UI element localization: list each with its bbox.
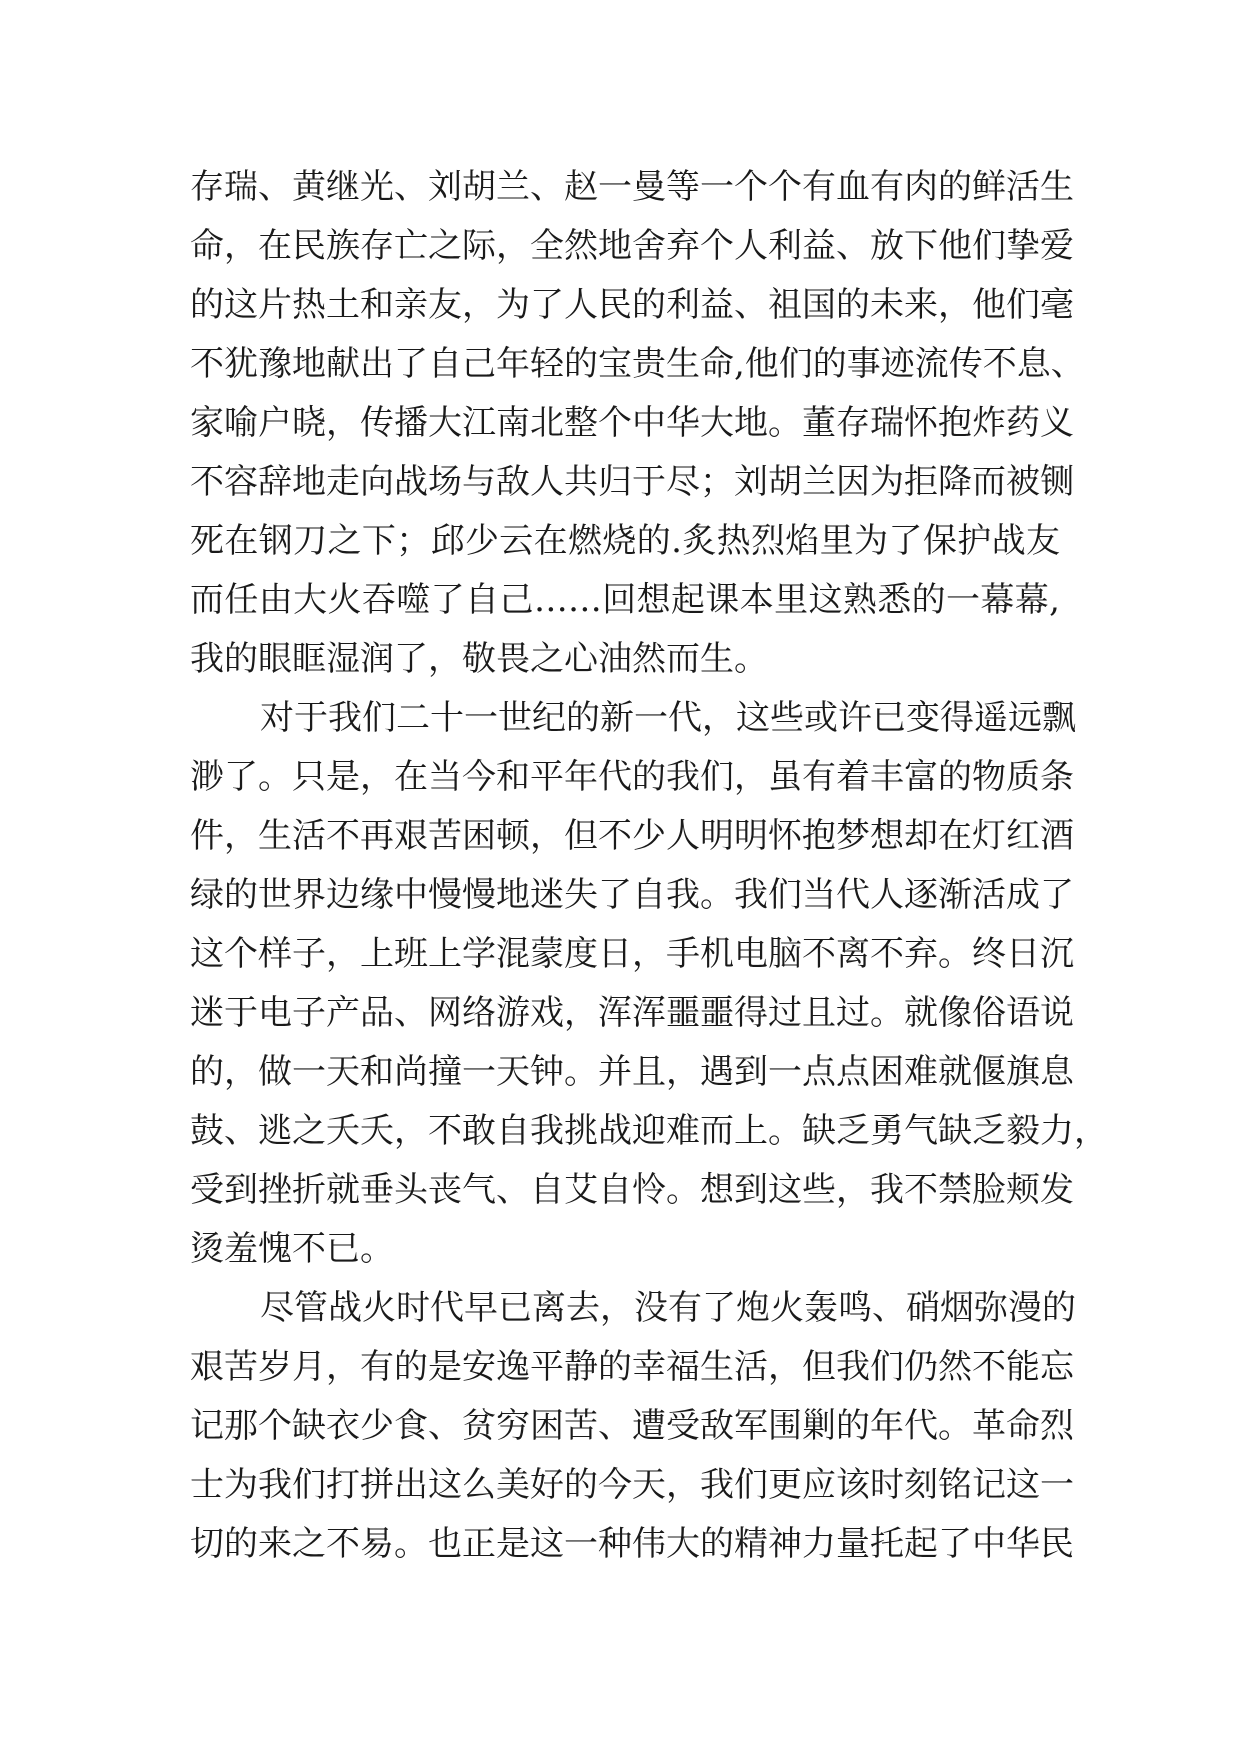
text-line: 而任由大火吞噬了自己……回想起课本里这熟悉的一幕幕, bbox=[190, 580, 1060, 620]
text-line: 士为我们打拼出这么美好的今天，我们更应该时刻铭记这一 bbox=[190, 1465, 1074, 1505]
text-line: 艰苦岁月，有的是安逸平静的幸福生活，但我们仍然不能忘 bbox=[190, 1347, 1074, 1387]
text-line: 的，做一天和尚撞一天钟。并且，遇到一点点困难就偃旗息 bbox=[190, 1052, 1074, 1092]
paragraph-start-line: 对于我们二十一世纪的新一代，这些或许已变得遥远飘 bbox=[260, 698, 1076, 738]
text-line: 受到挫折就垂头丧气、自艾自怜。想到这些，我不禁脸颊发 bbox=[190, 1170, 1074, 1210]
text-line: 家喻户晓，传播大江南北整个中华大地。董存瑞怀抱炸药义 bbox=[190, 403, 1074, 443]
text-line: 渺了。只是，在当今和平年代的我们，虽有着丰富的物质条 bbox=[190, 757, 1074, 797]
text-line: 不容辞地走向战场与敌人共归于尽；刘胡兰因为拒降而被铡 bbox=[190, 462, 1074, 502]
paragraph-end-line: 我的眼眶湿润了，敬畏之心油然而生。 bbox=[190, 639, 768, 679]
text-line: 切的来之不易。也正是这一种伟大的精神力量托起了中华民 bbox=[190, 1524, 1074, 1564]
text-line: 记那个缺衣少食、贫穷困苦、遭受敌军围剿的年代。革命烈 bbox=[190, 1406, 1074, 1446]
text-line: 这个样子，上班上学混蒙度日，手机电脑不离不弃。终日沉 bbox=[190, 934, 1074, 974]
text-line: 不犹豫地献出了自己年轻的宝贵生命,他们的事迹流传不息、 bbox=[190, 344, 1085, 384]
text-line: 件，生活不再艰苦困顿，但不少人明明怀抱梦想却在灯红酒 bbox=[190, 816, 1074, 856]
text-line: 存瑞、黄继光、刘胡兰、赵一曼等一个个有血有肉的鲜活生 bbox=[190, 167, 1074, 207]
essay-body bbox=[190, 158, 1108, 1574]
text-line: 死在钢刀之下；邱少云在燃烧的.炙热烈焰里为了保护战友 bbox=[190, 521, 1060, 561]
paragraph-start-line: 尽管战火时代早已离去，没有了炮火轰鸣、硝烟弥漫的 bbox=[260, 1288, 1076, 1328]
text-line: 鼓、逃之夭夭，不敢自我挑战迎难而上。缺乏勇气缺乏毅力， bbox=[190, 1111, 1108, 1151]
text-line: 迷于电子产品、网络游戏，浑浑噩噩得过且过。就像俗语说 bbox=[190, 993, 1074, 1033]
text-line: 命，在民族存亡之际，全然地舍弃个人利益、放下他们挚爱 bbox=[190, 226, 1074, 266]
paragraph-end-line: 烫羞愧不已。 bbox=[190, 1229, 394, 1269]
text-line: 绿的世界边缘中慢慢地迷失了自我。我们当代人逐渐活成了 bbox=[190, 875, 1074, 915]
text-line: 的这片热土和亲友，为了人民的利益、祖国的未来，他们毫 bbox=[190, 285, 1074, 325]
